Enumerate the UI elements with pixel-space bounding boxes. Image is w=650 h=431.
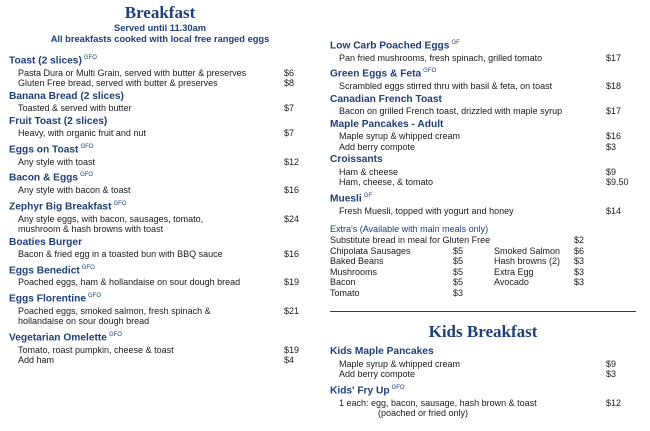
menu-item-description xyxy=(9,103,314,114)
extras-gluten-free-row xyxy=(330,235,636,246)
menu-item-price: $6 xyxy=(284,67,295,78)
extras-item-price: $3 xyxy=(574,256,585,267)
menu-item-name-text: Canadian French Toast xyxy=(330,93,442,105)
menu-item-name xyxy=(9,116,314,129)
extras-item-price: $3 xyxy=(574,266,585,277)
menu-item-name-text: Toast (2 slices) xyxy=(9,55,82,67)
menu-item-toast-2-slices xyxy=(9,52,314,89)
menu-item-name-text: Fruit Toast (2 slices) xyxy=(9,115,108,127)
menu-item-boaties-burger xyxy=(9,237,314,260)
section-divider xyxy=(330,311,636,312)
menu-item-name-text: Bacon & Eggs xyxy=(9,172,79,184)
description-text: Add ham xyxy=(18,355,55,366)
menu-item-name-text: Banana Bread (2 slices) xyxy=(9,90,124,102)
menu-item-name xyxy=(9,141,314,157)
dietary-tag: GFO xyxy=(83,55,97,61)
description-text: Add berry compote xyxy=(339,369,416,380)
menu-item-description xyxy=(9,355,314,366)
extras-row xyxy=(330,256,636,267)
menu-item-description xyxy=(330,359,636,370)
dietary-tag: GFO xyxy=(87,292,101,299)
menu-item-low-carb-poached-eggs xyxy=(330,37,636,63)
menu-item-name xyxy=(9,237,314,250)
description-text: Bacon on grilled French toast, drizzled with maple syrup xyxy=(339,106,563,117)
menu-item-name-text: Boaties Burger xyxy=(9,236,83,248)
menu-item-canadian-french-toast xyxy=(330,94,636,117)
menu-item-price: $14 xyxy=(606,205,622,216)
menu-item-eggs-florentine xyxy=(9,290,314,327)
menu-item-muesli xyxy=(330,190,636,216)
menu-item-price: $12 xyxy=(606,397,622,408)
menu-item-eggs-on-toast xyxy=(9,141,314,167)
menu-item-name xyxy=(330,154,636,167)
menu-item-description xyxy=(330,53,636,64)
extras-item-price: $6 xyxy=(574,245,585,256)
menu-item-description xyxy=(9,277,314,288)
menu-item-name-text: Maple Pancakes - Adult xyxy=(330,118,444,130)
menu-item-price: $3 xyxy=(606,369,617,380)
menu-item-green-eggs-feta xyxy=(330,65,636,91)
menu-item-description xyxy=(9,345,314,356)
description-text: Ham & cheese xyxy=(339,166,399,177)
breakfast-title: Breakfast xyxy=(124,3,196,22)
menu-item-description xyxy=(9,249,314,260)
menu-item-price: $18 xyxy=(606,81,622,92)
menu-item-price: $9 xyxy=(606,358,617,369)
menu-item-price: $21 xyxy=(284,305,300,316)
description-text: Toasted & served with butter xyxy=(18,103,132,114)
menu-item-name xyxy=(9,91,314,104)
menu-item-price: $16 xyxy=(606,131,622,142)
description-text: Maple syrup & whipped cream xyxy=(339,358,461,369)
extras-row xyxy=(330,288,636,299)
menu-item-description xyxy=(9,214,314,225)
description-text: Gluten Free bread, served with butter & preserves xyxy=(18,78,218,89)
menu-item-description xyxy=(9,224,314,235)
description-text: (poached or fried only) xyxy=(378,408,469,419)
menu-item-name xyxy=(9,198,314,214)
menu-item-name xyxy=(330,346,636,359)
menu-item-price: $7 xyxy=(284,128,295,139)
extras-title: Extra's (Available with main meals only) xyxy=(330,224,489,235)
menu-item-description xyxy=(9,185,314,196)
menu-item-name-text: Eggs Benedict xyxy=(9,264,80,276)
dietary-tag: GFO xyxy=(423,68,437,75)
menu-item-price: $16 xyxy=(284,249,300,260)
menu-item-description xyxy=(330,408,636,419)
menu-item-description xyxy=(330,81,636,92)
extras-item-label: Smoked Salmon xyxy=(494,245,561,256)
menu-item-eggs-benedict xyxy=(9,262,314,288)
description-text: Poached eggs, ham & hollandaise on sour dough bread xyxy=(18,277,241,288)
menu-item-name-text: Croissants xyxy=(330,154,383,166)
menu-item-name xyxy=(330,94,636,107)
menu-item-maple-pancakes-adult xyxy=(330,119,636,153)
menu-item-name xyxy=(9,52,314,68)
menu-item-price: $8 xyxy=(284,78,295,89)
dietary-tag: GF xyxy=(451,40,460,46)
menu-item-name xyxy=(9,290,314,306)
description-text: mushroom & hash browns with toast xyxy=(18,224,164,235)
description-text: Tomato, roast pumpkin, cheese & toast xyxy=(18,344,174,355)
dietary-tag: GFO xyxy=(81,264,95,271)
menu-item-name xyxy=(330,65,636,81)
dietary-tag: GFO xyxy=(80,172,94,179)
extras-item-label: Mushrooms xyxy=(330,266,378,277)
menu-item-description xyxy=(9,68,314,79)
menu-item-price: $17 xyxy=(606,106,622,117)
dietary-tag: GF xyxy=(363,192,373,199)
menu-item-price: $4 xyxy=(284,355,295,366)
description-text: Ham, cheese, & tomato xyxy=(339,177,434,188)
extras-item-label: Extra Egg xyxy=(494,266,534,277)
description-text: hollandaise on sour dough bread xyxy=(18,316,150,327)
extras-row xyxy=(330,267,636,278)
menu-item-kids-maple-pancakes xyxy=(330,346,636,380)
menu-item-description xyxy=(330,106,636,117)
menu-item-description xyxy=(330,177,636,188)
menu-item-banana-bread-2-slices xyxy=(9,91,314,114)
dietary-tag: GFO xyxy=(113,200,127,207)
menu-item-croissants xyxy=(330,154,636,188)
menu-item-price: $19 xyxy=(284,277,300,288)
menu-item-vegetarian-omelette xyxy=(9,329,314,366)
menu-item-name xyxy=(9,169,314,185)
menu-item-price: $7 xyxy=(284,103,295,114)
served-until-text: Served until 11.30am xyxy=(114,23,206,33)
extras-section xyxy=(330,224,636,298)
menu-item-price: $24 xyxy=(284,213,300,224)
menu-item-description xyxy=(330,206,636,217)
description-text: Heavy, with organic fruit and nut xyxy=(18,128,146,139)
extras-item-label: Chipolata Sausages xyxy=(330,245,411,256)
menu-item-price: $9 xyxy=(606,166,617,177)
menu-item-bacon-eggs xyxy=(9,169,314,195)
description-text: Any style with toast xyxy=(18,156,96,167)
dietary-tag: GFO xyxy=(108,331,122,338)
menu-item-name xyxy=(330,382,636,398)
description-text: Pan fried mushrooms, fresh spinach, grilled tomato xyxy=(339,52,543,63)
menu-item-name xyxy=(330,190,636,206)
menu-item-name-text: Vegetarian Omelette xyxy=(9,332,107,344)
description-text: Bacon & fried egg in a toasted bun with BBQ sauce xyxy=(18,249,223,260)
menu-item-name xyxy=(9,262,314,278)
extras-item-label: Bacon xyxy=(330,277,356,288)
menu-item-description xyxy=(9,78,314,89)
description-text: Any style with bacon & toast xyxy=(18,185,131,196)
menu-item-description xyxy=(9,157,314,168)
menu-item-fruit-toast-2-slices xyxy=(9,116,314,139)
extras-item-label: Hash browns (2) xyxy=(494,256,561,267)
menu-item-description xyxy=(9,316,314,327)
extras-item-label: Baked Beans xyxy=(330,256,384,267)
menu-item-name xyxy=(9,329,314,345)
menu-item-name-text: Low Carb Poached Eggs xyxy=(330,40,450,52)
extras-row xyxy=(330,246,636,257)
menu-item-name-text: Kids Maple Pancakes xyxy=(330,346,434,358)
left-menu-column xyxy=(9,52,314,368)
description-text: Poached eggs, smoked salmon, fresh spinach & xyxy=(18,305,211,316)
description-text: Add berry compote xyxy=(339,141,416,152)
menu-item-name-text: Eggs Florentine xyxy=(9,293,86,305)
menu-item-name-text: Eggs on Toast xyxy=(9,144,79,156)
menu-item-description xyxy=(330,398,636,409)
kids-breakfast-title: Kids Breakfast xyxy=(428,322,538,342)
extras-item-price: $3 xyxy=(453,287,464,298)
extras-item-price: $5 xyxy=(453,277,464,288)
extras-item-label: Tomato xyxy=(330,287,360,298)
extras-item-price: $2 xyxy=(574,235,585,246)
menu-item-price: $17 xyxy=(606,52,622,63)
menu-item-zephyr-big-breakfast xyxy=(9,198,314,235)
menu-item-description xyxy=(330,142,636,153)
description-text: 1 each: egg, bacon, sausage, hash brown & toast xyxy=(339,397,537,408)
menu-item-price: $16 xyxy=(284,185,300,196)
menu-item-description xyxy=(9,128,314,139)
description-text: Fresh Muesli, topped with yogurt and honey xyxy=(339,205,514,216)
menu-item-description xyxy=(9,306,314,317)
menu-item-name xyxy=(330,119,636,132)
menu-item-name-text: Green Eggs & Feta xyxy=(330,68,422,80)
menu-item-name-text: Zephyr Big Breakfast xyxy=(9,201,112,213)
menu-item-price: $12 xyxy=(284,156,300,167)
extras-row xyxy=(330,277,636,288)
menu-item-description xyxy=(330,131,636,142)
extras-item-price: $5 xyxy=(453,256,464,267)
extras-item-price: $3 xyxy=(574,277,585,288)
menu-item-name xyxy=(330,37,636,53)
menu-item-name-text: Muesli xyxy=(330,193,362,205)
menu-item-price: $9.50 xyxy=(606,177,629,188)
menu-item-price: $3 xyxy=(606,141,617,152)
extras-item-price: $5 xyxy=(453,266,464,277)
dietary-tag: GFO xyxy=(80,143,94,150)
extras-item-label: Substitute bread in meal for Gluten Free xyxy=(330,235,491,246)
description-text: Any style eggs, with bacon, sausages, tomato, xyxy=(18,213,204,224)
description-text: Maple syrup & whipped cream xyxy=(339,131,461,142)
menu-item-description xyxy=(330,369,636,380)
menu-item-description xyxy=(330,167,636,178)
description-text: Pasta Dura or Multi Grain, served with butter & preserves xyxy=(18,67,247,78)
right-menu-column xyxy=(330,37,636,421)
kids-section xyxy=(330,322,636,418)
menu-item-name-text: Kids' Fry Up xyxy=(330,385,390,397)
extras-item-label: Avocado xyxy=(494,277,529,288)
menu-item-price: $19 xyxy=(284,344,300,355)
description-text: Scrambled eggs stirred thru with basil & feta, on toast xyxy=(339,81,553,92)
menu-item-kids-fry-up xyxy=(330,382,636,419)
extras-item-price: $5 xyxy=(453,245,464,256)
free-range-note: All breakfasts cooked with local free ranged eggs xyxy=(50,34,270,44)
dietary-tag: GFO xyxy=(391,384,405,391)
